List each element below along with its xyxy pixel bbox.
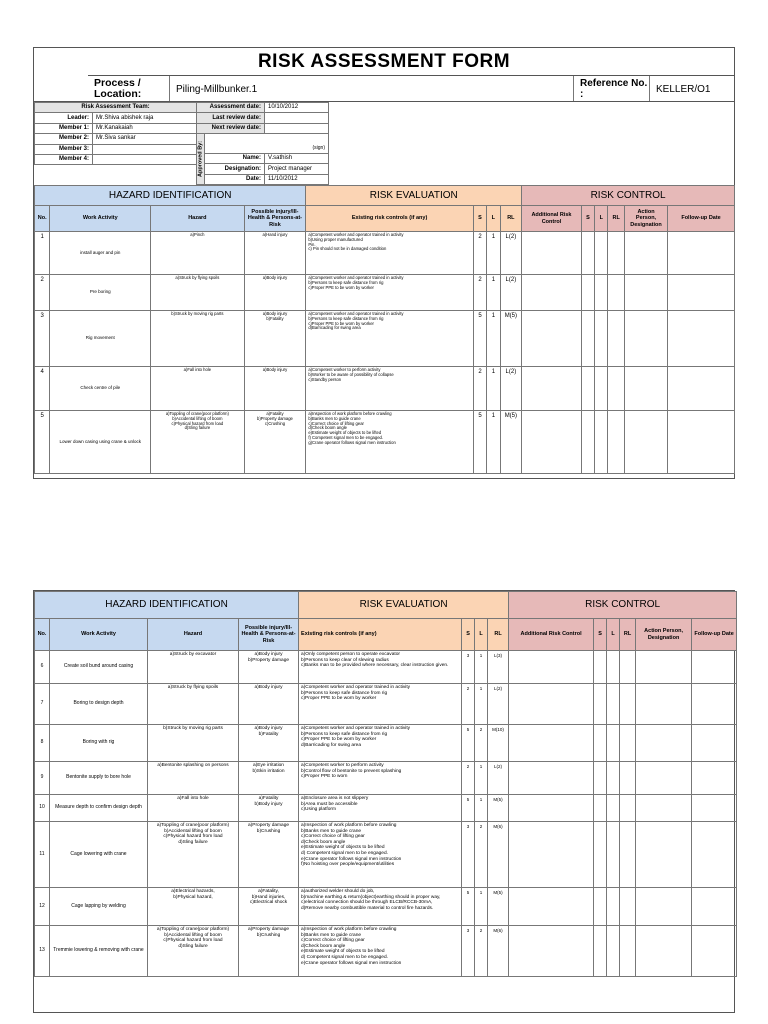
table-row [35, 275, 735, 311]
work-activity-cell: Check centre of pile [50, 367, 151, 411]
likelihood-cell: 2 [475, 725, 488, 762]
row-number: 2 [35, 275, 50, 311]
control-rl-cell [608, 311, 624, 367]
risk-level-cell: L(2) [500, 367, 522, 411]
col-no: No. [35, 619, 50, 651]
work-activity-cell: Cage lowering with crane [50, 822, 148, 888]
additional-control-cell [509, 651, 594, 684]
row-number: 3 [35, 311, 50, 367]
existing-controls-cell: a)Competent worker and operator trained in activity b)Persons to keep safe distance from rig c)Proper PPE to be worn by worker [306, 275, 474, 311]
hazard-cell: a)Electrical hazards, b)Physical hazard, [148, 888, 239, 926]
work-activity-cell: install auger and pin [50, 232, 151, 275]
existing-controls-cell: a)Inspection of work platform before crawling b)Banks men to guide crane c)Correct choice of lifting gear d)Check boom angle e)Estimate weight of objects to be lifted d) Competent signal men to be engaged. e)Crane operator follows signal men instruction f)No hoisting over people/equipment/utilities [299, 822, 462, 888]
likelihood-cell: 1 [487, 411, 500, 474]
severity-cell: 2 [473, 367, 486, 411]
risk-level-cell: L(2) [488, 762, 509, 795]
risk-level-cell: L(2) [488, 684, 509, 725]
work-activity-cell: Boring to design depth [50, 684, 148, 725]
control-s-cell [581, 232, 594, 275]
risk-evaluation-header: RISK EVALUATION [306, 186, 522, 206]
col-work-activity: Work Activity [50, 619, 148, 651]
severity-cell: 2 [473, 232, 486, 275]
reference-value: KELLER/O1 [656, 83, 711, 95]
dates-table [196, 102, 329, 134]
control-rl-cell [608, 232, 624, 275]
col-control-s: S [594, 619, 607, 651]
hazard-identification-header: HAZARD IDENTIFICATION [35, 186, 306, 206]
existing-controls-cell: a)Competent worker and operator trained in activity b)Persons to keep safe distance from rig c)Proper PPE to be worn by worker d)Barricading for swing area [306, 311, 474, 367]
row-number: 5 [35, 411, 50, 474]
risk-level-cell: M(10) [488, 725, 509, 762]
row-number: 13 [35, 926, 50, 977]
control-rl-cell [620, 762, 636, 795]
team-member: Mr.Kanakaiah [93, 123, 197, 133]
risk-level-cell: M(5) [488, 795, 509, 822]
control-l-cell [607, 888, 620, 926]
row-number: 8 [35, 725, 50, 762]
likelihood-cell: 1 [487, 275, 500, 311]
form-title: RISK ASSESSMENT FORM [257, 51, 511, 72]
assessment-date-value: 10/10/2012 [265, 103, 329, 113]
control-s-cell [594, 684, 607, 725]
risk-level-cell: L(2) [500, 232, 522, 275]
control-l-cell [607, 926, 620, 977]
approval-date-label: Date: [205, 174, 265, 184]
work-activity-cell: Tremmie lowering & removing with crane [50, 926, 148, 977]
action-person-cell [636, 762, 692, 795]
col-action-person: Action Person, Designation [636, 619, 692, 651]
col-s: S [462, 619, 475, 651]
work-activity-cell: Cage lapping by welding [50, 888, 148, 926]
existing-controls-cell: a)Inspection of work platform before crawling b)Banks men to guide crane c)Correct choice of lifting gear d)Check boom angle e)Estimate weight of objects to be lifted f) Competent signal men to be engaged. g)Crane operator follows signal men instruction [306, 411, 474, 474]
hazard-cell: a)Toppling of crane(poor platform) b)Accidental lifting of boom c)Physical hazard from load d)Sling failure [148, 822, 239, 888]
process-value: Piling-Millbunker.1 [170, 76, 574, 102]
hazard-cell: b)Struck by moving rig parts [148, 725, 239, 762]
approver-name-label: Name: [205, 154, 265, 164]
col-possible-injury: Possible injury/Ill-Health & Persons-at-Risk [239, 619, 299, 651]
action-person-cell [624, 275, 667, 311]
control-l-cell [595, 411, 608, 474]
severity-cell: 5 [462, 795, 475, 822]
injury-cell: a)Fatality, b)Hand injuries, c)Electrical shock [239, 888, 299, 926]
form-page-1 [33, 47, 735, 479]
table-row [35, 762, 737, 795]
team-row [35, 144, 197, 154]
control-s-cell [581, 311, 594, 367]
process-label: Process / Location: [88, 76, 170, 102]
severity-cell: 2 [462, 684, 475, 725]
col-control-rl: RL [608, 206, 624, 232]
hazard-cell: a)Fall into hole [151, 367, 245, 411]
sign-field: (sign) [205, 134, 329, 154]
additional-control-cell [509, 762, 594, 795]
work-activity-cell: Lower down casing using crane & unlock [50, 411, 151, 474]
work-activity-cell: Measure depth to confirm design depth [50, 795, 148, 822]
team-role: Member 2: [35, 134, 93, 144]
severity-cell: 3 [462, 651, 475, 684]
table-row [35, 232, 735, 275]
follow-up-cell [692, 684, 737, 725]
injury-cell: a)Body injury [244, 367, 306, 411]
likelihood-cell: 2 [475, 926, 488, 977]
last-review-value [265, 113, 329, 123]
additional-control-cell [522, 367, 582, 411]
follow-up-cell [692, 926, 737, 977]
control-rl-cell [620, 725, 636, 762]
team-role: Member 3: [35, 144, 93, 154]
risk-evaluation-header: RISK EVALUATION [299, 592, 509, 619]
col-control-s: S [581, 206, 594, 232]
col-control-l: L [607, 619, 620, 651]
table-row [35, 926, 737, 977]
control-l-cell [607, 762, 620, 795]
control-s-cell [594, 651, 607, 684]
follow-up-cell [668, 232, 735, 275]
additional-control-cell [509, 725, 594, 762]
control-rl-cell [620, 795, 636, 822]
severity-cell: 3 [462, 822, 475, 888]
control-rl-cell [620, 888, 636, 926]
additional-control-cell [509, 888, 594, 926]
additional-control-cell [522, 232, 582, 275]
control-s-cell [581, 411, 594, 474]
likelihood-cell: 1 [475, 795, 488, 822]
control-rl-cell [620, 926, 636, 977]
injury-cell: a)Property damage b)Crushing [239, 822, 299, 888]
action-person-cell [636, 725, 692, 762]
col-follow-up: Follow-up Date [668, 206, 735, 232]
risk-level-cell: M(6) [488, 926, 509, 977]
control-s-cell [581, 367, 594, 411]
team-role: Leader: [35, 113, 93, 123]
team-member [93, 144, 197, 154]
next-review-label: Next review date: [197, 123, 265, 133]
likelihood-cell: 1 [475, 888, 488, 926]
additional-control-cell [522, 275, 582, 311]
additional-control-cell [509, 684, 594, 725]
risk-table-page-1 [34, 185, 735, 474]
existing-controls-cell: a)Inspection of work platform before crawling b)Banks men to guide crane c)Correct choice of lifting gear d)Check boom angle e)Estimate weight of objects to be lifted d) Competent signal men to be engaged. e)Crane operator follows signal men instruction [299, 926, 462, 977]
risk-level-cell: M(5) [500, 411, 522, 474]
existing-controls-cell: a)Only competent person to operate excavator b)Persons to keep clear of slewing radius c)Banks man to be provided where necessary, clear instruction given. [299, 651, 462, 684]
hazard-identification-header: HAZARD IDENTIFICATION [35, 592, 299, 619]
col-existing-controls: Existing risk controls (if any) [299, 619, 462, 651]
row-number: 12 [35, 888, 50, 926]
work-activity-cell: Create soil bund around casing [50, 651, 148, 684]
table-row [35, 725, 737, 762]
risk-level-cell: M(5) [488, 888, 509, 926]
control-l-cell [607, 684, 620, 725]
hazard-cell: a)Toppling of crane(poor platform) b)Accidental lifting of boom c)Physical hazard from load d)Sling failure [148, 926, 239, 977]
control-rl-cell [620, 651, 636, 684]
control-rl-cell [620, 822, 636, 888]
row-number: 6 [35, 651, 50, 684]
col-hazard: Hazard [148, 619, 239, 651]
follow-up-cell [692, 822, 737, 888]
control-s-cell [594, 795, 607, 822]
team-role: Member 4: [35, 154, 93, 164]
injury-cell: a)Body injury [244, 275, 306, 311]
severity-cell: 2 [462, 762, 475, 795]
table-row [35, 795, 737, 822]
control-s-cell [594, 888, 607, 926]
col-l: L [487, 206, 500, 232]
likelihood-cell: 1 [487, 367, 500, 411]
designation-label: Designation: [205, 164, 265, 174]
likelihood-cell: 1 [475, 684, 488, 725]
row-number: 7 [35, 684, 50, 725]
control-s-cell [594, 822, 607, 888]
team-member: Mr.Siva sankar [93, 134, 197, 144]
table-row [35, 651, 737, 684]
reference-label: Reference No. : [574, 76, 650, 102]
form-page-2 [33, 590, 735, 1013]
control-rl-cell [608, 275, 624, 311]
team-heading: Risk Assessment Team: [35, 103, 197, 113]
injury-cell: a)Body injury b)Fatality [244, 311, 306, 367]
table-row [35, 822, 737, 888]
existing-controls-cell: a)Competent worker to perform activity b)Control flow of bentonite to prevent splashing c)Proper PPE to worn [299, 762, 462, 795]
additional-control-cell [522, 311, 582, 367]
control-s-cell [581, 275, 594, 311]
team-table [34, 102, 197, 165]
col-possible-injury: Possible injury/Ill-Health & Persons-at-Risk [244, 206, 306, 232]
likelihood-cell: 2 [475, 822, 488, 888]
col-additional-control: Additional Risk Control [509, 619, 594, 651]
follow-up-cell [668, 275, 735, 311]
approval-date-value: 11/10/2012 [265, 174, 329, 184]
col-control-rl: RL [620, 619, 636, 651]
likelihood-cell: 1 [475, 762, 488, 795]
risk-level-cell: L(3) [488, 651, 509, 684]
table-row [35, 367, 735, 411]
existing-controls-cell: a)authorized welder should do job, b)machine earthing & return(object)earthing should in proper way, c)electrical connection should be through ELCB/RCCB-30mA, d)Remove nearby combustible material to control fire hazards. [299, 888, 462, 926]
col-l: L [475, 619, 488, 651]
control-l-cell [607, 795, 620, 822]
follow-up-cell [692, 725, 737, 762]
hazard-cell: a)Toppling of crane(poor platform) b)Accidental lifting of boom c)Physical hazard from load d)Sling failure [151, 411, 245, 474]
col-no: No. [35, 206, 50, 232]
row-number: 4 [35, 367, 50, 411]
hazard-cell: a)Fall into hole [148, 795, 239, 822]
existing-controls-cell: a)Competent worker to perform activity b)Worker to be aware of possibility of collapse c)Standby person [306, 367, 474, 411]
work-activity-cell: Bentonite supply to bore hole [50, 762, 148, 795]
severity-cell: 5 [473, 311, 486, 367]
action-person-cell [624, 311, 667, 367]
hazard-cell: a)Struck by flying spoils [148, 684, 239, 725]
control-l-cell [595, 367, 608, 411]
control-rl-cell [620, 684, 636, 725]
hazard-cell: a)Struck by flying spoils [151, 275, 245, 311]
likelihood-cell: 1 [487, 232, 500, 275]
follow-up-cell [668, 411, 735, 474]
table-row [35, 888, 737, 926]
additional-control-cell [509, 822, 594, 888]
action-person-cell [636, 795, 692, 822]
severity-cell: 2 [473, 275, 486, 311]
row-number: 9 [35, 762, 50, 795]
risk-level-cell: L(2) [500, 275, 522, 311]
team-row [35, 123, 197, 133]
severity-cell: 5 [462, 725, 475, 762]
team-row [35, 154, 197, 164]
likelihood-cell: 1 [475, 651, 488, 684]
row-number: 1 [35, 232, 50, 275]
team-row [35, 113, 197, 123]
control-l-cell [607, 725, 620, 762]
injury-cell: a)Property damage b)Crushing [239, 926, 299, 977]
severity-cell: 3 [462, 926, 475, 977]
additional-control-cell [522, 411, 582, 474]
row-number: 11 [35, 822, 50, 888]
work-activity-cell: Pre boring [50, 275, 151, 311]
control-rl-cell [608, 411, 624, 474]
col-control-l: L [595, 206, 608, 232]
risk-control-header: RISK CONTROL [522, 186, 735, 206]
injury-cell: a)Fatality b)Property damage c)Crushing [244, 411, 306, 474]
work-activity-cell: Boring with rig [50, 725, 148, 762]
control-l-cell [595, 232, 608, 275]
follow-up-cell [668, 367, 735, 411]
last-review-label: Last review date: [197, 113, 265, 123]
control-s-cell [594, 762, 607, 795]
approver-name: V.sathish [265, 154, 329, 164]
control-l-cell [607, 651, 620, 684]
row-number: 10 [35, 795, 50, 822]
col-work-activity: Work Activity [50, 206, 151, 232]
control-s-cell [594, 926, 607, 977]
work-activity-cell: Rig movement [50, 311, 151, 367]
action-person-cell [636, 684, 692, 725]
severity-cell: 5 [473, 411, 486, 474]
col-hazard: Hazard [151, 206, 245, 232]
existing-controls-cell: a)Enclosure area is not slippery b)Area must be accessible c)Using platform [299, 795, 462, 822]
injury-cell: a)Body injury [239, 684, 299, 725]
col-action-person: Action Person, Designation [624, 206, 667, 232]
injury-cell: a)Body injury b)Property damage [239, 651, 299, 684]
table-row [35, 411, 735, 474]
control-rl-cell [608, 367, 624, 411]
hazard-cell: a)Pinch [151, 232, 245, 275]
risk-table-page-2 [34, 591, 737, 977]
follow-up-cell [692, 762, 737, 795]
injury-cell: a)Hand injury [244, 232, 306, 275]
process-row [88, 76, 734, 102]
action-person-cell [624, 367, 667, 411]
injury-cell: a)Eye irritation b)Skin irritation [239, 762, 299, 795]
team-member: Mr.Shiva abishek raja [93, 113, 197, 123]
approved-by-label: Approved By: [197, 134, 205, 185]
action-person-cell [624, 232, 667, 275]
col-rl: RL [488, 619, 509, 651]
control-s-cell [594, 725, 607, 762]
assessment-date-label: Assessment date: [197, 103, 265, 113]
col-s: S [473, 206, 486, 232]
col-follow-up: Follow-up Date [692, 619, 737, 651]
risk-level-cell: M(5) [500, 311, 522, 367]
table-row [35, 684, 737, 725]
existing-controls-cell: a)Competent worker and operator trained in activity b)Using proper manufactured Pin. c) Pin should not be in damaged condition [306, 232, 474, 275]
follow-up-cell [668, 311, 735, 367]
risk-control-header: RISK CONTROL [509, 592, 737, 619]
injury-cell: a)Fatality b)Body injury [239, 795, 299, 822]
additional-control-cell [509, 926, 594, 977]
severity-cell: 5 [462, 888, 475, 926]
hazard-cell: b)Struck by moving rig parts [151, 311, 245, 367]
col-rl: RL [500, 206, 522, 232]
team-role: Member 1: [35, 123, 93, 133]
follow-up-cell [692, 888, 737, 926]
injury-cell: a)Body injury b)Fatality [239, 725, 299, 762]
action-person-cell [636, 651, 692, 684]
action-person-cell [636, 822, 692, 888]
control-l-cell [595, 311, 608, 367]
existing-controls-cell: a)Competent worker and operator trained in activity b)Persons to keep safe distance from rig c)Proper PPE to be worn by worker [299, 684, 462, 725]
follow-up-cell [692, 651, 737, 684]
existing-controls-cell: a)Competent worker and operator trained in activity b)Persons to keep safe distance from rig c)Proper PPE to be worn by worker d)Barricading for swing area [299, 725, 462, 762]
follow-up-cell [692, 795, 737, 822]
table-row [35, 311, 735, 367]
approval-table [196, 133, 329, 185]
risk-level-cell: M(6) [488, 822, 509, 888]
team-member [93, 154, 197, 164]
control-l-cell [607, 822, 620, 888]
action-person-cell [636, 926, 692, 977]
team-row [35, 134, 197, 144]
designation-value: Project manager [265, 164, 329, 174]
likelihood-cell: 1 [487, 311, 500, 367]
action-person-cell [624, 411, 667, 474]
hazard-cell: a)Bentonite splashing on persons [148, 762, 239, 795]
control-l-cell [595, 275, 608, 311]
col-existing-controls: Existing risk controls (if any) [306, 206, 474, 232]
action-person-cell [636, 888, 692, 926]
additional-control-cell [509, 795, 594, 822]
col-additional-control: Additional Risk Control [522, 206, 582, 232]
hazard-cell: a)Struck by excavator [148, 651, 239, 684]
